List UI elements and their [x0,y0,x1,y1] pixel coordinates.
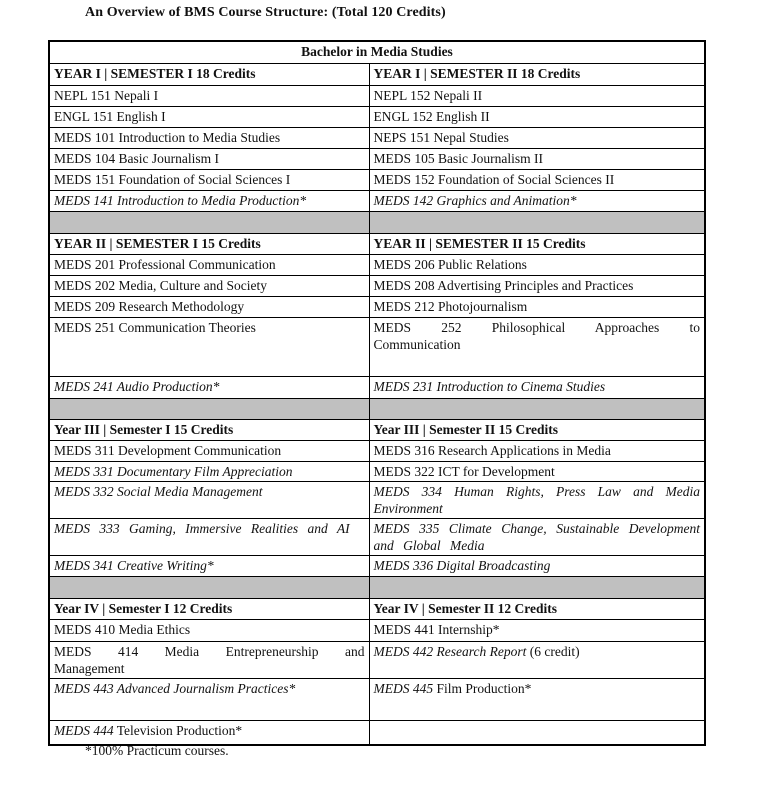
course-text: MEDS 231 Introduction to Cinema Studies [373,378,606,394]
course-row [49,275,705,296]
table-caption: Bachelor in Media Studies [49,41,705,63]
course-text: NEPL 151 Nepali I [54,87,159,103]
course-cell [369,85,705,106]
course-row [49,254,705,275]
course-text: MEDS 445 [373,680,434,696]
course-cell [369,641,705,678]
course-text: ENGL 152 English II [373,108,490,124]
course-cell [49,254,369,275]
course-structure-table [48,40,706,746]
course-row [49,190,705,211]
course-cell [369,440,705,461]
course-cell [369,317,705,376]
course-text: MEDS 336 Digital Broadcasting [373,557,551,573]
course-table-body [49,41,705,745]
course-cell [369,106,705,127]
course-row [49,720,705,745]
course-text: ENGL 151 English I [54,108,166,124]
course-text: MEDS 334 Human Rights, Press Law and Media Environment [373,483,700,516]
course-text: MEDS 441 Internship* [373,621,500,637]
section-header-row [49,598,705,619]
course-text: MEDS 414 Media Entrepreneurship and Management [54,643,365,676]
course-row [49,641,705,678]
course-text: MEDS 202 Media, Culture and Society [54,277,267,293]
course-cell [49,296,369,317]
course-cell [49,678,369,720]
course-cell [49,481,369,518]
course-cell [369,296,705,317]
footnote: *100% Practicum courses. [85,743,229,758]
course-cell [369,720,705,745]
course-text: MEDS 332 Social Media Management [54,483,263,499]
section-header-row [49,419,705,440]
course-cell [369,148,705,169]
section-spacer-row [49,398,705,419]
course-text: MEDS 101 Introduction to Media Studies [54,129,281,145]
course-row [49,619,705,641]
course-row [49,85,705,106]
semester-header-cell: Year IV | Semester II 12 Credits [369,598,705,619]
course-cell [49,275,369,296]
course-text: MEDS 322 ICT for Development [373,463,555,479]
course-cell [49,720,369,745]
course-text: MEDS 212 Photojournalism [373,298,528,314]
course-text: NEPS 151 Nepal Studies [373,129,509,145]
course-text: NEPL 152 Nepali II [373,87,483,103]
course-row [49,127,705,148]
course-text: MEDS 209 Research Methodology [54,298,245,314]
spacer-cell [369,576,705,598]
course-cell [369,619,705,641]
semester-header-cell: Year IV | Semester I 12 Credits [49,598,369,619]
course-row [49,461,705,481]
semester-header-cell: YEAR I | SEMESTER I 18 Credits [49,63,369,85]
course-text: MEDS 333 Gaming, Immersive Realities and AI [54,520,350,536]
course-text: MEDS 442 Research Report [373,643,527,659]
course-text: MEDS 341 Creative Writing* [54,557,214,573]
course-text: Film Production* [433,680,532,696]
course-cell [49,619,369,641]
course-cell [49,641,369,678]
course-text: MEDS 331 Documentary Film Appreciation [54,463,293,479]
semester-header-cell: YEAR II | SEMESTER I 15 Credits [49,233,369,254]
course-text: MEDS 105 Basic Journalism II [373,150,543,166]
course-cell [369,275,705,296]
course-text: MEDS 104 Basic Journalism I [54,150,219,166]
course-cell [369,254,705,275]
course-text: MEDS 444 [54,722,114,738]
course-text: MEDS 335 Climate Change, Sustainable Development and Global Media [373,520,700,553]
course-row [49,555,705,576]
course-cell [49,317,369,376]
course-cell [49,106,369,127]
course-text: MEDS 316 Research Applications in Media [373,442,611,458]
course-cell [49,169,369,190]
course-text: MEDS 311 Development Communication [54,442,282,458]
course-row [49,440,705,461]
course-cell [49,461,369,481]
course-cell [49,148,369,169]
section-header-row [49,63,705,85]
course-cell [369,190,705,211]
course-row [49,317,705,376]
course-text: MEDS 251 Communication Theories [54,319,256,335]
semester-header-cell: Year III | Semester I 15 Credits [49,419,369,440]
course-cell [369,376,705,398]
course-cell [49,85,369,106]
course-cell [369,481,705,518]
course-row [49,296,705,317]
course-text: MEDS 142 Graphics and Animation* [373,192,577,208]
course-row [49,678,705,720]
course-cell [369,127,705,148]
section-spacer-row [49,576,705,598]
course-text: MEDS 410 Media Ethics [54,621,191,637]
course-cell [49,127,369,148]
spacer-cell [49,576,369,598]
course-text: Television Production* [113,722,243,738]
course-cell [369,555,705,576]
course-cell [369,518,705,555]
course-cell [369,461,705,481]
course-cell [49,376,369,398]
course-row [49,481,705,518]
course-row [49,518,705,555]
course-text: MEDS 241 Audio Production* [54,378,220,394]
spacer-cell [49,211,369,233]
course-text: MEDS 152 Foundation of Social Sciences II [373,171,615,187]
course-text: MEDS 443 Advanced Journalism Practices* [54,680,296,696]
course-text: MEDS 151 Foundation of Social Sciences I [54,171,291,187]
spacer-cell [369,398,705,419]
page-title: An Overview of BMS Course Structure: (Total 120 Credits) [85,5,446,20]
course-text: MEDS 252 Philosophical Approaches to Communication [373,319,700,352]
semester-header-cell: YEAR II | SEMESTER II 15 Credits [369,233,705,254]
course-cell [369,169,705,190]
table-caption-row [49,41,705,63]
course-text: (6 credit) [526,643,580,659]
course-cell [49,440,369,461]
section-header-row [49,233,705,254]
course-text: MEDS 141 Introduction to Media Production* [54,192,307,208]
semester-header-cell: Year III | Semester II 15 Credits [369,419,705,440]
course-row [49,376,705,398]
course-row [49,148,705,169]
course-cell [49,555,369,576]
course-text: MEDS 201 Professional Communication [54,256,276,272]
course-text: MEDS 206 Public Relations [373,256,527,272]
course-text: MEDS 208 Advertising Principles and Practices [373,277,634,293]
spacer-cell [49,398,369,419]
section-spacer-row [49,211,705,233]
course-row [49,169,705,190]
course-cell [369,678,705,720]
course-cell [49,518,369,555]
course-row [49,106,705,127]
semester-header-cell: YEAR I | SEMESTER II 18 Credits [369,63,705,85]
course-cell [49,190,369,211]
spacer-cell [369,211,705,233]
